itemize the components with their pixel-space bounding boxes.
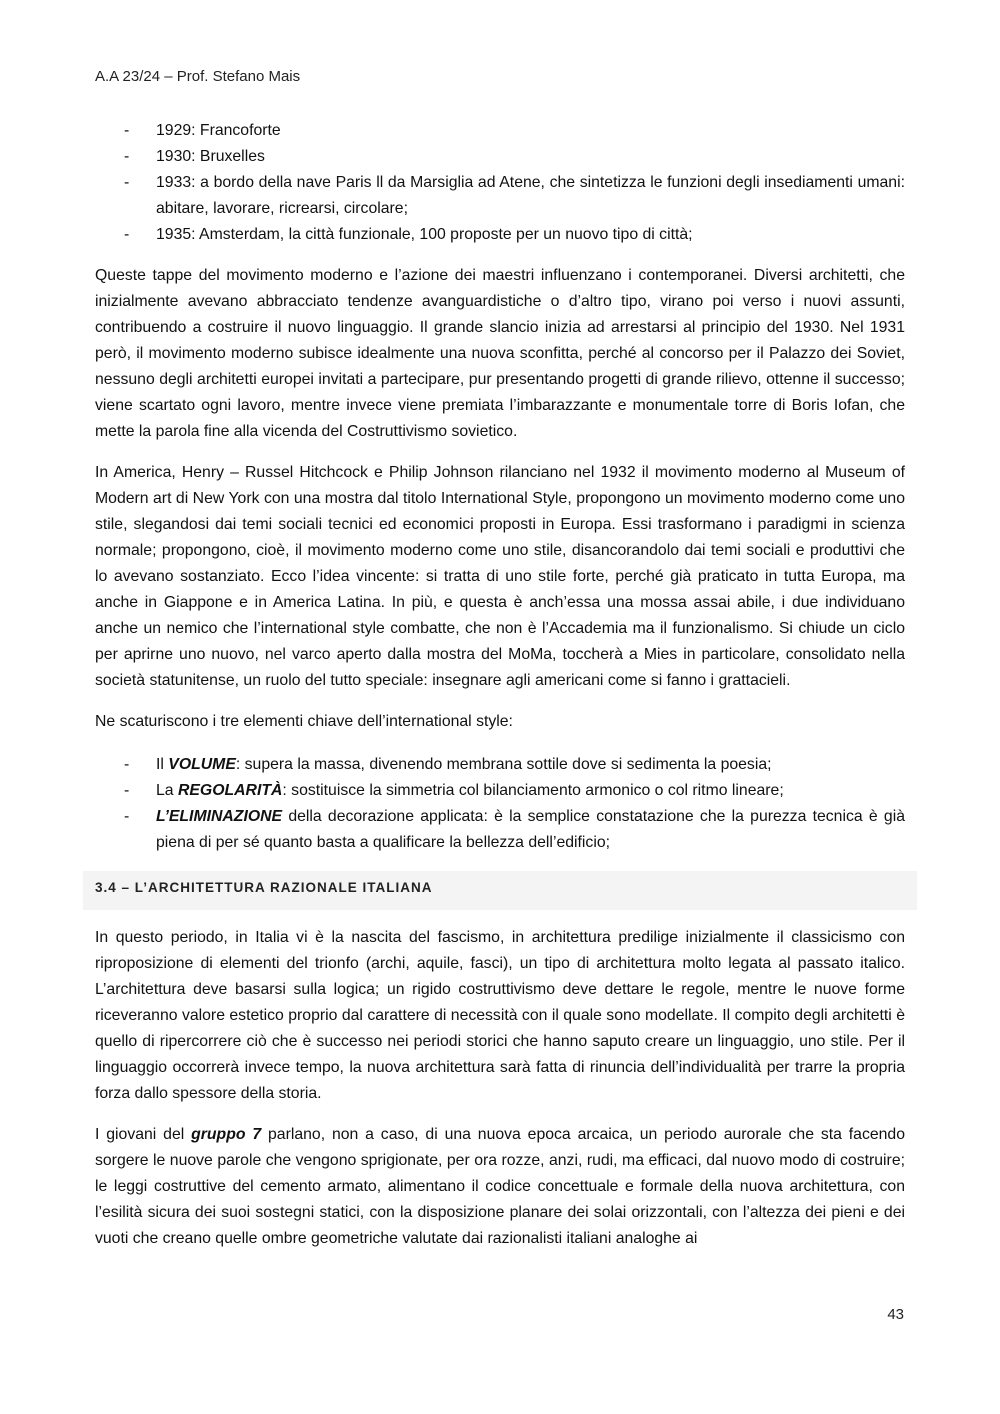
paragraph-emphasis: gruppo 7 [191,1126,262,1143]
section-heading: 3.4 – L’ARCHITETTURA RAZIONALE ITALIANA [83,871,917,910]
list-item: - 1935: Amsterdam, la città funzionale, 100 proposte per un nuovo tipo di città; [95,222,905,248]
list-item [95,804,905,856]
list-item: - 1933: a bordo della nave Paris ll da Marsiglia ad Atene, che sintetizza le funzioni degli insediamenti umani: abitare, lavorare, ricrearsi, circolare; [95,170,905,222]
page-header: A.A 23/24 – Prof. Stefano Mais [95,68,301,85]
list-item [95,778,905,804]
paragraph: In America, Henry – Russel Hitchcock e Philip Johnson rilanciano nel 1932 il movimento moderno al Museum of Modern art di New York con una mostra dal titolo International Style, propongono un movimento moderno come uno stile, slegandosi dai temi sociali tecnici ed economici proposti in Europa. Essi trasformano i paradigmi in scienza normale; propongono, cioè, il movimento moderno come uno stile, disancorandolo dai temi sociali e produttivi che lo avevano sostanziato. Ecco l’idea vincente: si tratta di uno stile forte, perché già praticato in tutta Europa, ma anche in Giappone e in America Latina. In più, e questa è anch’essa una mossa assai abile, i due individuano anche un nemico che l’international style combatte, che non è l’Accademia ma il funzionalismo. Si chiude un ciclo per aprirne uno nuovo, nel varco aperto dalla mostra del MoMa, toccherà a Mies in particolare, consolidato nella società statunitense, un ruolo del tutto speciale: insegnare agli americani come si fanno i grattacieli. [95,464,905,689]
document-body [95,118,905,1252]
list-item: - 1930: Bruxelles [95,144,905,170]
paragraph: Ne scaturiscono i tre elementi chiave dell’international style: [95,713,513,730]
item-emphasis: L’ELIMINAZIONE [156,808,283,825]
list-item: - 1929: Francoforte [95,118,905,144]
item-emphasis: VOLUME [168,756,236,773]
item-prefix: Il [156,756,169,773]
international-style-elements-list [95,752,905,856]
item-text: : sostituisce la simmetria col bilanciamento armonico o col ritmo lineare; [282,782,784,799]
paragraph: In questo periodo, in Italia vi è la nascita del fascismo, in architettura predilige inizialmente il classicismo con riproposizione di elementi del trionfo (archi, aquile, fasci), un tipo di architettura molto legata al passato italico. L’architettura deve basarsi sulla logica; un rigido costruttivismo deve dettare le regole, mentre le nuove forme riceveranno valore estetico proprio dal carattere di necessità con il quale sono modellate. Il compito degli architetti è quello di ripercorrere ciò che è successo nei periodi storici che hanno saputo creare un linguaggio, uno stile. Per il linguaggio occorrerà invece tempo, la nuova architettura sarà fatta di rinuncia dell’individualità per trarre la propria forza dallo spessore della storia. [95,929,905,1102]
item-text: della decorazione applicata: è la semplice constatazione che la purezza tecnica è già piena di per sé quanto basta a qualificare la bellezza dell’edificio; [156,808,905,851]
paragraph-text: parlano, non a caso, di una nuova epoca arcaica, un periodo aurorale che sta facendo sorgere le nuove parole che vengono sprigionate, per ora rozze, anzi, rudi, ma efficaci, dal nuovo modo di costruire; le leggi costruttive del cemento armato, alimentano il codice concettuale e formale della nuova architettura, con l’esilità sicura dei suoi sostegni statici, con la disposizione planare dei solai orizzontali, con l’altezza dei pieni e dei vuoti che creano quelle ombre geometriche valutate dai razionalisti italiani analoghe ai [95,1126,905,1247]
item-emphasis: REGOLARITÀ [177,782,283,799]
paragraph: Queste tappe del movimento moderno e l’azione dei maestri influenzano i contemporanei. Diversi architetti, che inizialmente avevano abbracciato tendenze avanguardistiche o d’altro tipo, virano poi verso i nuovi assunti, contribuendo a costruire il nuovo linguaggio. Il grande slancio inizia ad arrestarsi al principio del 1930. Nel 1931 però, il movimento moderno subisce idealmente una nuova sconfitta, perché al concorso per il Palazzo dei Soviet, nessuno degli architetti europei invitati a partecipare, pur presentando progetti di grande rilievo, ottenne il successo; viene scartato ogni lavoro, mentre invece viene premiata l’imbarazzante e monumentale torre di Boris Iofan, che mette la parola fine alla vicenda del Costruttivismo sovietico. [95,267,905,440]
paragraph-prefix: I giovani del [95,1126,192,1143]
page-number: 43 [887,1306,904,1323]
congress-list [95,118,905,248]
item-prefix: La [156,782,178,799]
list-item [95,752,905,778]
item-text: : supera la massa, divenendo membrana sottile dove si sedimenta la poesia; [235,756,772,773]
paragraph [95,1122,905,1252]
